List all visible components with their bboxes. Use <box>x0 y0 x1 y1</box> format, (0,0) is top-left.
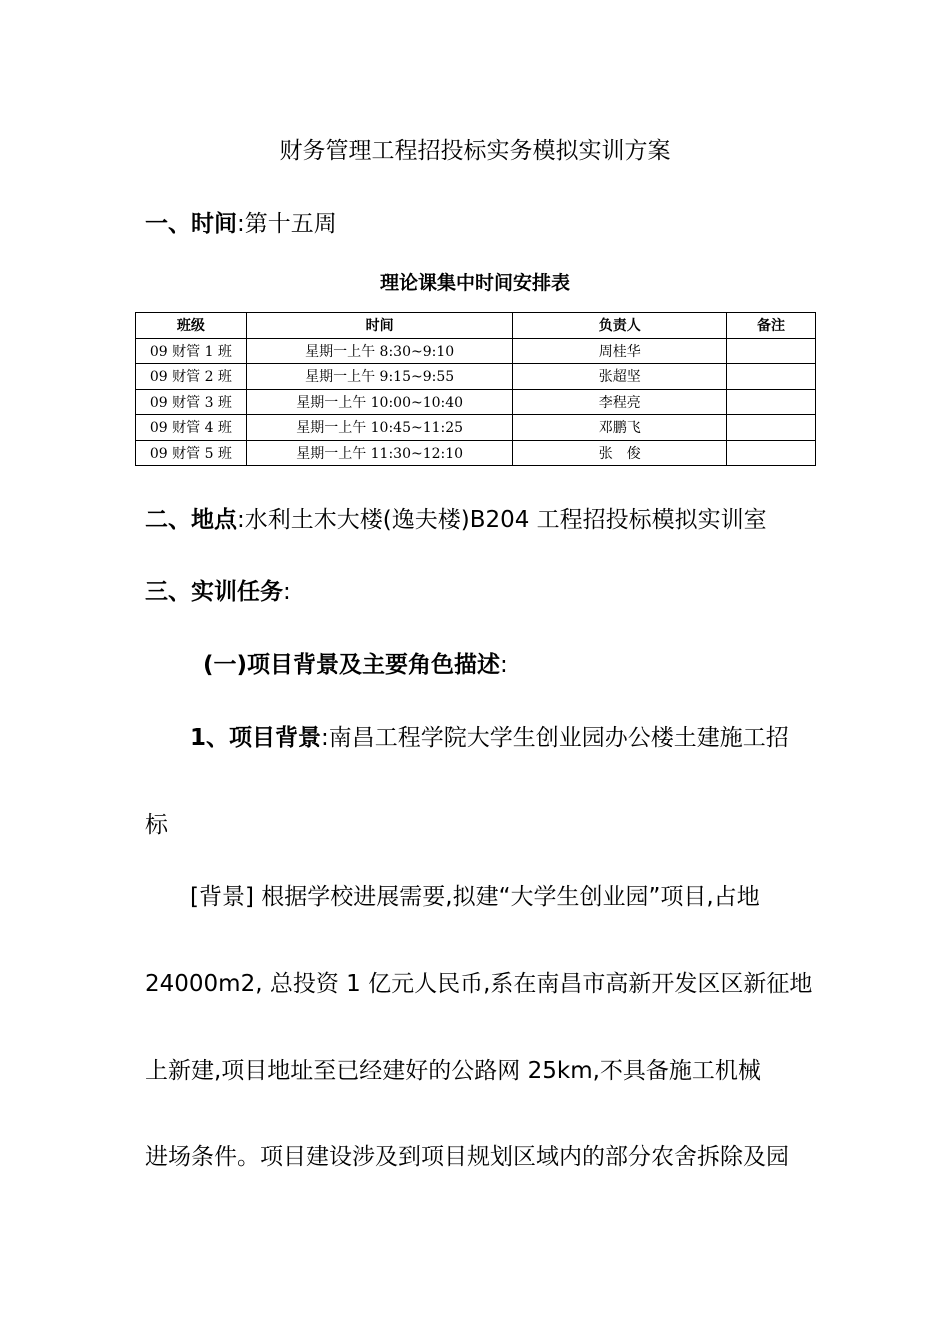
section-tasks-sep: : <box>283 579 291 605</box>
header-time: 时间 <box>246 313 513 339</box>
section-location-label: 二、地点 <box>145 507 237 533</box>
cell-remark <box>727 415 816 441</box>
cell-time: 星期一上午 11:30~12:10 <box>246 440 513 466</box>
section-tasks <box>145 577 291 607</box>
cell-remark <box>727 389 816 415</box>
item-project-background-label: 1、项目背景 <box>190 725 322 751</box>
cell-time: 星期一上午 9:15~9:55 <box>246 364 513 390</box>
cell-person: 李程亮 <box>513 389 727 415</box>
table-header-row <box>136 313 816 339</box>
section-time <box>145 209 337 239</box>
section-location-sep: : <box>237 507 245 533</box>
schedule-table-title: 理论课集中时间安排表 <box>379 272 570 294</box>
subsection-background-label: (一)项目背景及主要角色描述 <box>203 652 501 678</box>
table-row <box>136 440 816 466</box>
body-line: 标 <box>145 812 168 838</box>
section-time-sep: : <box>237 211 245 237</box>
cell-time: 星期一上午 10:45~11:25 <box>246 415 513 441</box>
header-remark: 备注 <box>727 313 816 339</box>
subsection-background <box>203 650 508 680</box>
body-line: 24000m2, 总投资 1 亿元人民币,系在南昌市高新开发区区新征地 <box>145 971 813 997</box>
cell-remark <box>727 338 816 364</box>
cell-person: 周桂华 <box>513 338 727 364</box>
body-line: [背景] 根据学校进展需要,拟建“大学生创业园”项目,占地 <box>190 884 760 910</box>
cell-class: 09 财管 1 班 <box>136 338 247 364</box>
cell-person: 张 俊 <box>513 440 727 466</box>
cell-remark <box>727 440 816 466</box>
cell-time: 星期一上午 10:00~10:40 <box>246 389 513 415</box>
header-person: 负责人 <box>513 313 727 339</box>
item-project-background-sep: : <box>321 725 329 751</box>
table-row <box>136 364 816 390</box>
cell-class: 09 财管 3 班 <box>136 389 247 415</box>
cell-person: 邓鹏飞 <box>513 415 727 441</box>
table-row <box>136 338 816 364</box>
header-class: 班级 <box>136 313 247 339</box>
table-row <box>136 415 816 441</box>
cell-remark <box>727 364 816 390</box>
schedule-table <box>135 312 816 466</box>
section-time-label: 一、时间 <box>145 211 237 237</box>
cell-time: 星期一上午 8:30~9:10 <box>246 338 513 364</box>
cell-class: 09 财管 4 班 <box>136 415 247 441</box>
cell-class: 09 财管 5 班 <box>136 440 247 466</box>
item-project-background <box>190 723 789 753</box>
section-tasks-label: 三、实训任务 <box>145 579 283 605</box>
table-row <box>136 389 816 415</box>
cell-class: 09 财管 2 班 <box>136 364 247 390</box>
item-project-background-value: 南昌工程学院大学生创业园办公楼土建施工招 <box>328 725 789 751</box>
section-location <box>145 505 767 535</box>
subsection-background-sep: : <box>500 652 508 678</box>
body-line: 上新建,项目地址至已经建好的公路网 25km,不具备施工机械 <box>145 1058 761 1084</box>
section-location-value: 水利土木大楼(逸夫楼)B204 工程招投标模拟实训室 <box>244 507 767 533</box>
body-line: 进场条件。项目建设涉及到项目规划区域内的部分农舍拆除及园 <box>145 1144 789 1170</box>
section-time-value: 第十五周 <box>244 211 337 237</box>
cell-person: 张超坚 <box>513 364 727 390</box>
document-title: 财务管理工程招投标实务模拟实训方案 <box>279 138 671 164</box>
